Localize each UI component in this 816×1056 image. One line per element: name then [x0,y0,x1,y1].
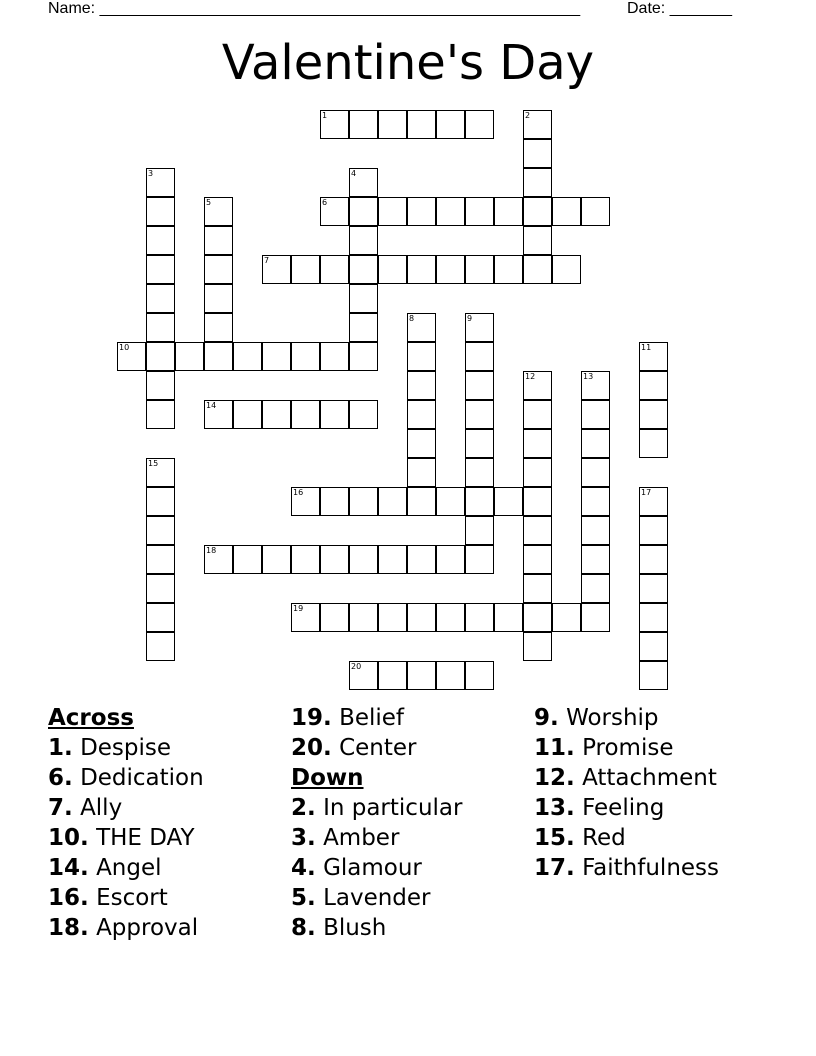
crossword-cell[interactable] [581,429,610,458]
crossword-cell[interactable] [291,603,320,632]
crossword-cell[interactable] [146,313,175,342]
crossword-cell[interactable] [436,110,465,139]
crossword-cell[interactable] [378,603,407,632]
crossword-cell[interactable] [465,197,494,226]
crossword-cell[interactable] [349,168,378,197]
clue-item [291,793,462,823]
clue-item-number: 10. [48,825,89,851]
crossword-cell[interactable] [523,371,552,400]
crossword-cell[interactable] [146,574,175,603]
clue-item [48,733,204,763]
crossword-cell[interactable] [581,400,610,429]
clue-item [48,853,204,883]
crossword-cell[interactable] [436,661,465,690]
clue-item-number: 1. [48,735,73,761]
crossword-cell[interactable] [494,255,523,284]
clue-number: 17 [641,488,652,497]
crossword-cell[interactable] [291,545,320,574]
crossword-cell[interactable] [436,603,465,632]
crossword-cell[interactable] [349,255,378,284]
clue-item [48,883,204,913]
crossword-cell[interactable] [146,371,175,400]
clue-column-2 [291,703,462,943]
crossword-cell[interactable] [146,632,175,661]
crossword-cell[interactable] [494,487,523,516]
crossword-cell[interactable] [639,371,668,400]
crossword-cell[interactable] [407,603,436,632]
crossword-cell[interactable] [349,313,378,342]
crossword-cell[interactable] [407,661,436,690]
crossword-cell[interactable] [291,342,320,371]
crossword-cell[interactable] [639,342,668,371]
crossword-cell[interactable] [465,400,494,429]
crossword-cell[interactable] [639,400,668,429]
clue-item-text: Amber [323,825,400,851]
crossword-cell[interactable] [378,487,407,516]
crossword-cell[interactable] [523,545,552,574]
clue-item-number: 5. [291,885,316,911]
clue-number: 20 [351,662,362,671]
crossword-cell[interactable] [320,400,349,429]
crossword-cell[interactable] [349,284,378,313]
crossword-cell[interactable] [146,458,175,487]
clue-number: 18 [206,546,217,555]
clue-item [291,913,462,943]
crossword-cell[interactable] [291,255,320,284]
crossword-cell[interactable] [407,342,436,371]
crossword-cell[interactable] [349,545,378,574]
crossword-cell[interactable] [639,545,668,574]
clue-item-text: Blush [323,915,387,941]
crossword-cell[interactable] [465,603,494,632]
clue-item-text: Faithfulness [582,855,720,881]
crossword-cell[interactable] [581,574,610,603]
crossword-cell[interactable] [320,197,349,226]
crossword-cell[interactable] [262,545,291,574]
crossword-cell[interactable] [233,400,262,429]
crossword-cell[interactable] [146,603,175,632]
crossword-cell[interactable] [146,255,175,284]
clue-section-heading: Down [291,765,364,791]
crossword-cell[interactable] [349,400,378,429]
crossword-cell[interactable] [407,313,436,342]
clue-number: 14 [206,401,217,410]
clue-item [48,913,204,943]
crossword-cell[interactable] [349,197,378,226]
crossword-cell[interactable] [523,632,552,661]
clue-number: 7 [264,256,270,265]
crossword-cell[interactable] [146,545,175,574]
clue-item [534,763,719,793]
crossword-cell[interactable] [407,429,436,458]
crossword-cell[interactable] [465,313,494,342]
crossword-cell[interactable] [523,429,552,458]
clue-item-text: Ally [80,795,123,821]
date-field-line: Date: _______ [627,0,732,17]
crossword-cell[interactable] [349,603,378,632]
crossword-cell[interactable] [523,487,552,516]
clue-number: 1 [322,111,328,120]
crossword-cell[interactable] [204,545,233,574]
clue-item [291,883,462,913]
clue-number: 11 [641,343,652,352]
clue-item [291,703,462,733]
crossword-cell[interactable] [436,197,465,226]
crossword-cell[interactable] [146,487,175,516]
crossword-cell[interactable] [407,458,436,487]
clue-item-number: 16. [48,885,89,911]
crossword-cell[interactable] [407,545,436,574]
clue-number: 19 [293,604,304,613]
clue-item-text: Attachment [582,765,717,791]
crossword-cell[interactable] [407,371,436,400]
crossword-cell[interactable] [581,371,610,400]
clue-item-number: 14. [48,855,89,881]
clue-item [534,793,719,823]
crossword-cell[interactable] [204,255,233,284]
crossword-cell[interactable] [581,603,610,632]
clue-column-1 [48,703,204,943]
crossword-cell[interactable] [291,400,320,429]
crossword-cell[interactable] [552,197,581,226]
clue-number: 4 [351,169,357,178]
clue-item-text: Feeling [582,795,665,821]
clue-number: 13 [583,372,594,381]
crossword-cell[interactable] [523,226,552,255]
crossword-cell[interactable] [320,110,349,139]
crossword-cell[interactable] [581,458,610,487]
clue-number: 9 [467,314,473,323]
crossword-cell[interactable] [320,545,349,574]
clue-item-number: 17. [534,855,575,881]
crossword-cell[interactable] [523,255,552,284]
clue-number: 5 [206,198,212,207]
clue-item [291,853,462,883]
clue-item-text: Angel [96,855,162,881]
crossword-cell[interactable] [465,661,494,690]
clue-number: 12 [525,372,536,381]
crossword-cell[interactable] [233,342,262,371]
crossword-cell[interactable] [349,226,378,255]
clue-number: 16 [293,488,304,497]
crossword-cell[interactable] [407,487,436,516]
name-field-line: Name: ______________________________________________________ [48,0,581,17]
crossword-cell[interactable] [407,197,436,226]
crossword-cell[interactable] [320,255,349,284]
clue-number: 8 [409,314,415,323]
crossword-cell[interactable] [378,255,407,284]
clue-item-number: 20. [291,735,332,761]
crossword-cell[interactable] [523,168,552,197]
clue-item-number: 9. [534,705,559,731]
clue-section-heading: Across [48,705,134,731]
clue-item-number: 13. [534,795,575,821]
clue-item-number: 6. [48,765,73,791]
crossword-cell[interactable] [262,255,291,284]
clue-item [534,823,719,853]
crossword-cell[interactable] [204,342,233,371]
crossword-cell[interactable] [581,487,610,516]
crossword-cell[interactable] [639,487,668,516]
clue-item-number: 2. [291,795,316,821]
crossword-cell[interactable] [436,255,465,284]
clue-number: 2 [525,111,531,120]
clue-item-number: 15. [534,825,575,851]
crossword-cell[interactable] [639,574,668,603]
crossword-cell[interactable] [581,197,610,226]
crossword-cell[interactable] [523,516,552,545]
clue-item-text: In particular [323,795,463,821]
crossword-cell[interactable] [639,661,668,690]
crossword-cell[interactable] [378,110,407,139]
crossword-cell[interactable] [639,632,668,661]
crossword-cell[interactable] [204,313,233,342]
crossword-cell[interactable] [320,603,349,632]
crossword-cell[interactable] [639,603,668,632]
clue-item-text: Despise [80,735,172,761]
crossword-cell[interactable] [146,168,175,197]
clue-item-number: 18. [48,915,89,941]
crossword-cell[interactable] [320,487,349,516]
crossword-cell[interactable] [465,110,494,139]
clue-item [48,793,204,823]
crossword-cell[interactable] [204,197,233,226]
clue-item-text: Worship [566,705,659,731]
crossword-cell[interactable] [581,545,610,574]
crossword-cell[interactable] [146,197,175,226]
crossword-cell[interactable] [407,400,436,429]
clue-item-text: Promise [582,735,674,761]
crossword-cell[interactable] [523,139,552,168]
crossword-cell[interactable] [378,197,407,226]
crossword-cell[interactable] [204,284,233,313]
crossword-cell[interactable] [523,603,552,632]
crossword-cell[interactable] [146,400,175,429]
crossword-cell[interactable] [146,284,175,313]
crossword-cell[interactable] [523,574,552,603]
clue-item [534,703,719,733]
clue-number: 15 [148,459,159,468]
clue-item [534,853,719,883]
crossword-cell[interactable] [175,342,204,371]
crossword-cell[interactable] [146,342,175,371]
crossword-cell[interactable] [494,603,523,632]
crossword-cell[interactable] [436,487,465,516]
clue-item-number: 8. [291,915,316,941]
clue-item-number: 11. [534,735,575,761]
crossword-cell[interactable] [378,545,407,574]
crossword-cell[interactable] [552,255,581,284]
crossword-cell[interactable] [639,516,668,545]
clue-item-text: Center [339,735,417,761]
crossword-cell[interactable] [204,400,233,429]
crossword-cell[interactable] [465,429,494,458]
clue-number: 10 [119,343,130,352]
crossword-cell[interactable] [523,458,552,487]
clue-item-number: 19. [291,705,332,731]
crossword-cell[interactable] [523,110,552,139]
crossword-cell[interactable] [436,545,465,574]
clue-item-text: Glamour [323,855,422,881]
clue-item-text: Lavender [323,885,431,911]
crossword-cell[interactable] [349,110,378,139]
clue-item-text: THE DAY [96,825,195,851]
crossword-cell[interactable] [465,255,494,284]
clue-item [291,823,462,853]
crossword-cell[interactable] [349,661,378,690]
crossword-cell[interactable] [262,400,291,429]
clue-item-number: 3. [291,825,316,851]
crossword-cell[interactable] [494,197,523,226]
crossword-cell[interactable] [523,197,552,226]
crossword-cell[interactable] [117,342,146,371]
clue-item [534,733,719,763]
crossword-cell[interactable] [378,661,407,690]
clue-number: 6 [322,198,328,207]
crossword-cell[interactable] [146,226,175,255]
page-title: Valentine's Day [221,35,595,91]
crossword-cell[interactable] [581,516,610,545]
clue-item-number: 7. [48,795,73,821]
clue-column-3 [534,703,719,883]
crossword-cell[interactable] [291,487,320,516]
clue-item-text: Red [582,825,626,851]
crossword-cell[interactable] [639,429,668,458]
crossword-cell[interactable] [146,516,175,545]
crossword-cell[interactable] [552,603,581,632]
crossword-cell[interactable] [465,371,494,400]
crossword-cell[interactable] [465,545,494,574]
clue-item [48,823,204,853]
crossword-cell[interactable] [465,458,494,487]
crossword-cell[interactable] [233,545,262,574]
clue-number: 3 [148,169,154,178]
crossword-cell[interactable] [349,342,378,371]
crossword-cell[interactable] [407,255,436,284]
crossword-cell[interactable] [320,342,349,371]
crossword-cell[interactable] [407,110,436,139]
clue-item-text: Belief [339,705,405,731]
crossword-cell[interactable] [465,342,494,371]
crossword-cell[interactable] [465,516,494,545]
crossword-cell[interactable] [262,342,291,371]
clue-item-number: 12. [534,765,575,791]
clue-item-text: Dedication [80,765,204,791]
clue-item-number: 4. [291,855,316,881]
crossword-cell[interactable] [523,400,552,429]
clue-item-text: Approval [96,915,199,941]
crossword-cell[interactable] [204,226,233,255]
crossword-cell[interactable] [465,487,494,516]
clue-item-text: Escort [96,885,168,911]
crossword-cell[interactable] [349,487,378,516]
clue-item [48,763,204,793]
clue-item [291,733,462,763]
